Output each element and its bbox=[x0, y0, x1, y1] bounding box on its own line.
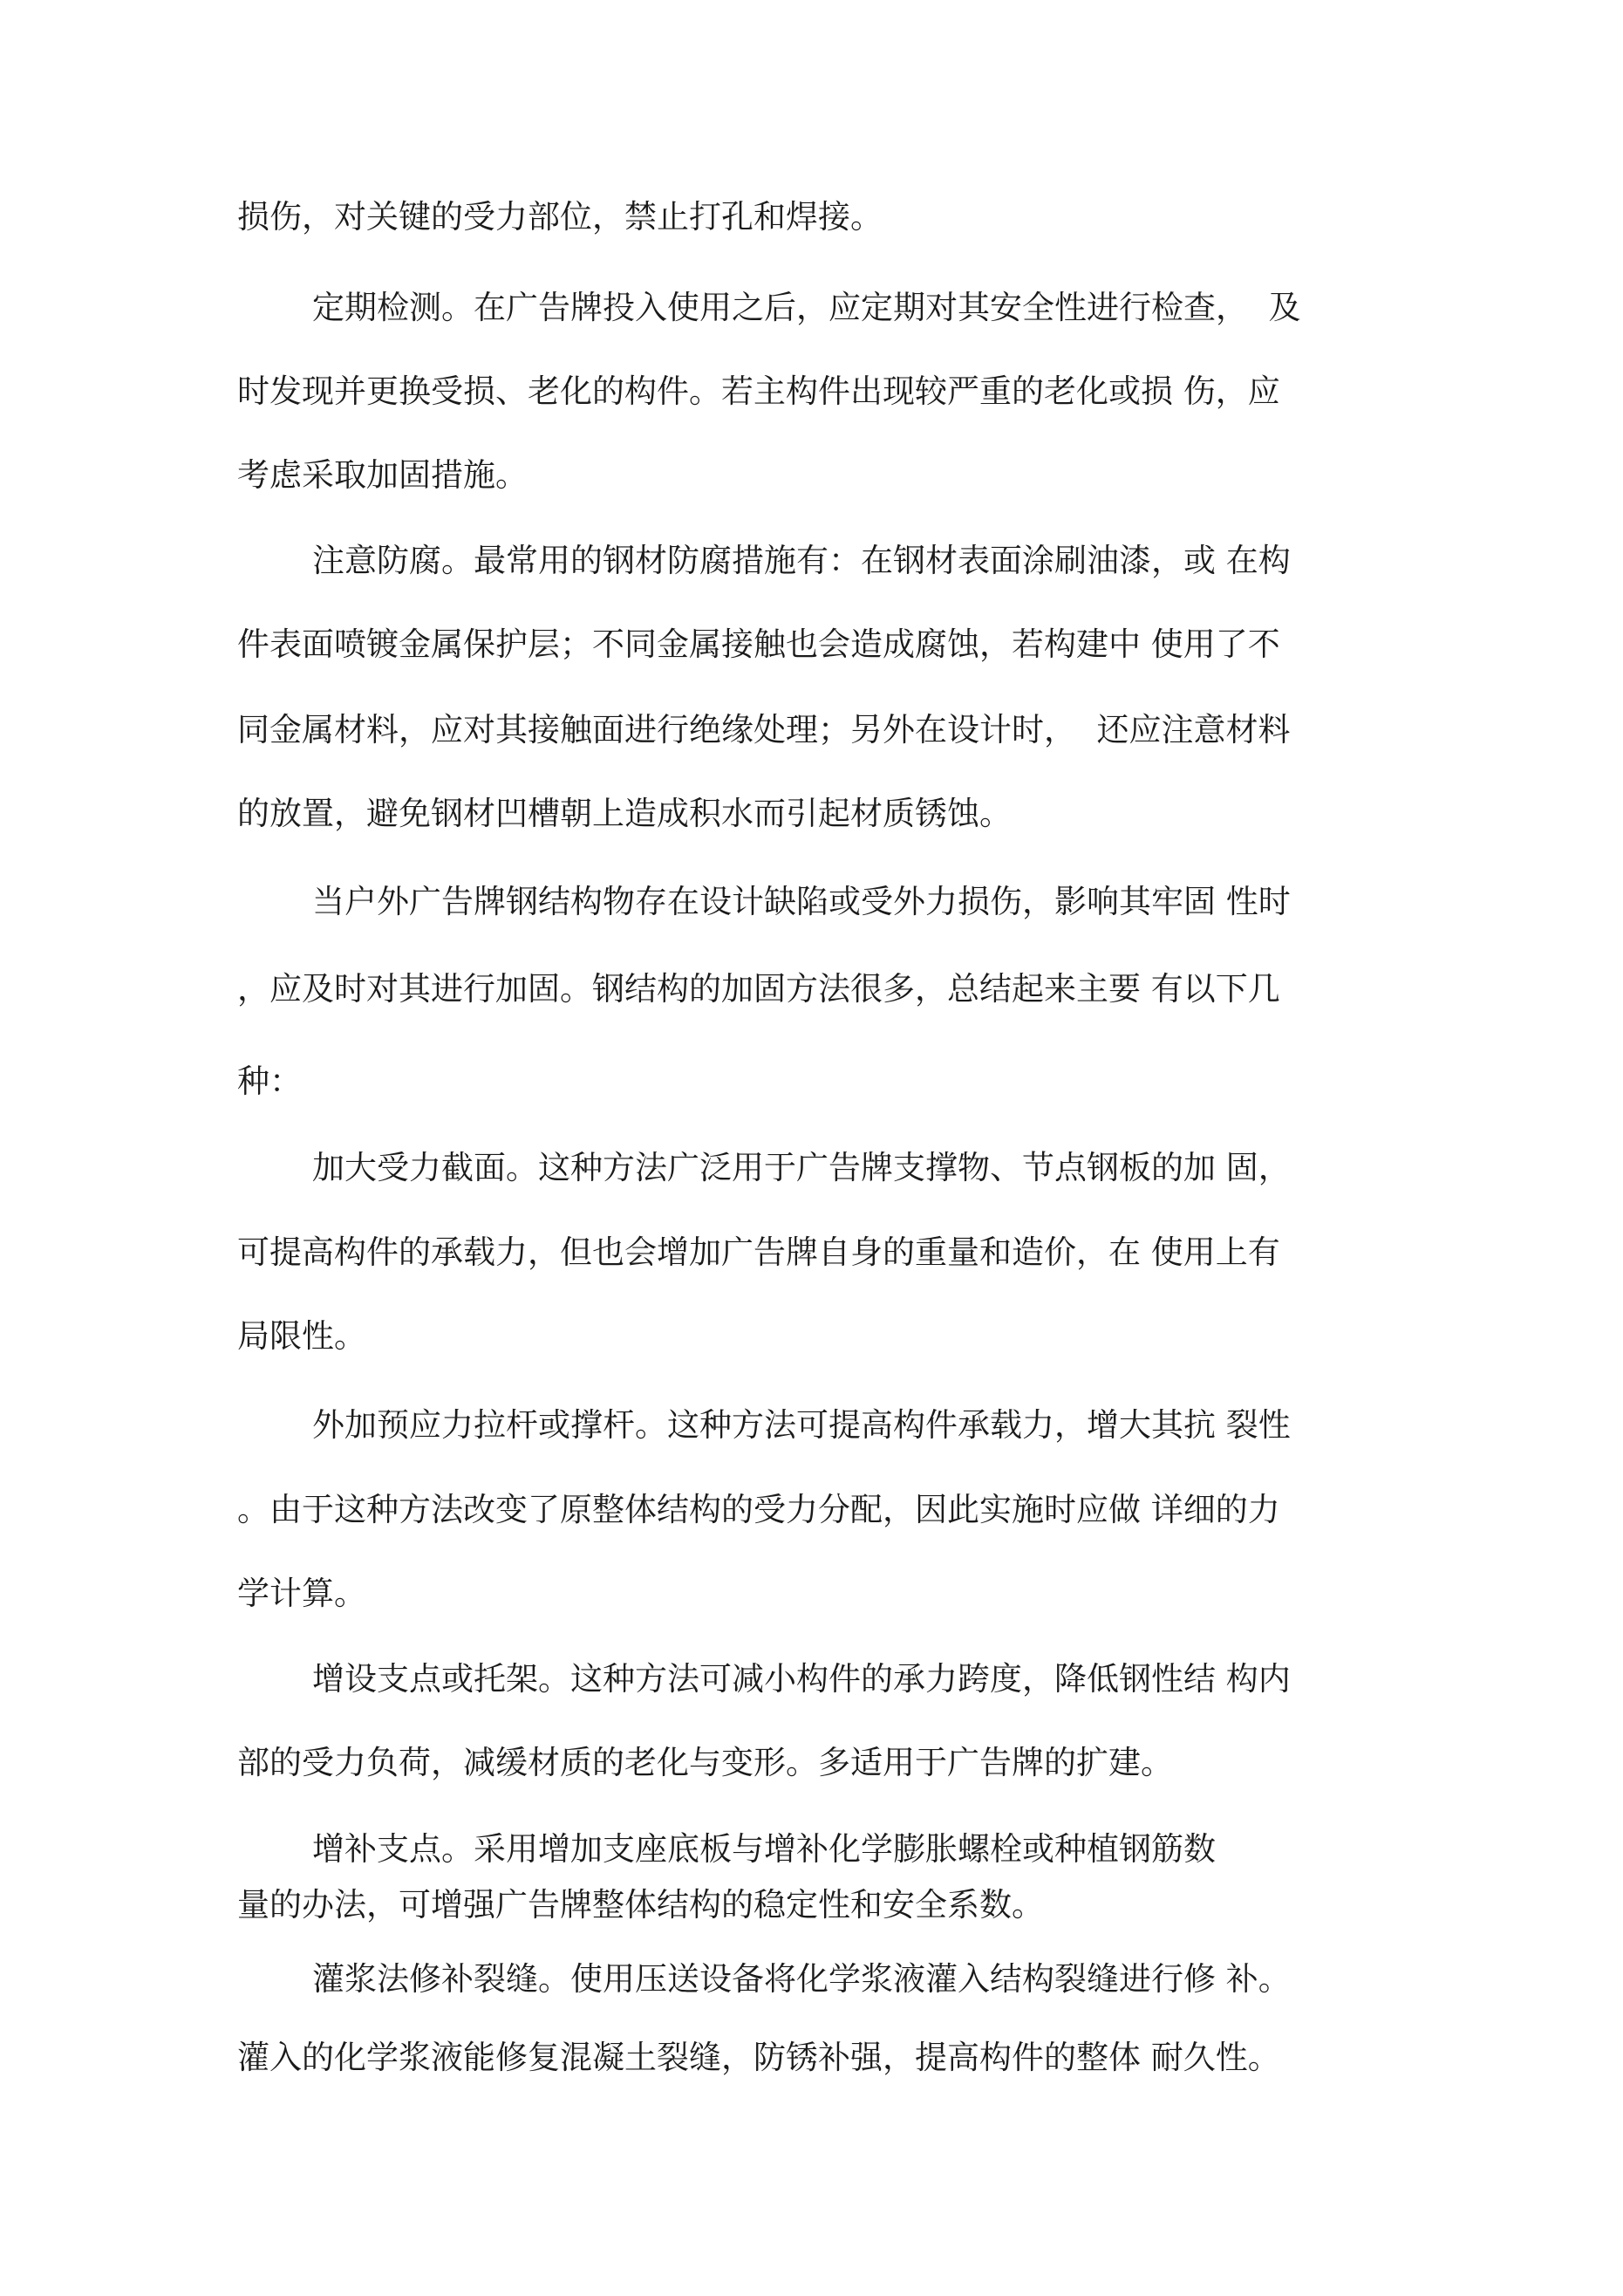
paragraph-line: 增设支点或托架。这种方法可减小构件的承力跨度，降低钢性结 构内 bbox=[312, 1660, 1291, 1698]
paragraph-line: 学计算。 bbox=[237, 1575, 366, 1612]
paragraph-line: 当户外广告牌钢结构物存在设计缺陷或受外力损伤，影响其牢固 性时 bbox=[312, 883, 1291, 920]
paragraph-line: 加大受力截面。这种方法广泛用于广告牌支撑物、节点钢板的加 固， bbox=[312, 1149, 1291, 1186]
paragraph-line: 。由于这种方法改变了原整体结构的受力分配，因此实施时应做 详细的力 bbox=[237, 1491, 1280, 1528]
paragraph-line: 种： bbox=[237, 1063, 302, 1100]
paragraph-line: 灌入的化学浆液能修复混凝土裂缝，防锈补强，提高构件的整体 耐久性。 bbox=[237, 2039, 1280, 2076]
paragraph-line: 外加预应力拉杆或撑杆。这种方法可提高构件承载力，增大其抗 裂性 bbox=[312, 1406, 1291, 1444]
paragraph-line: 损伤，对关键的受力部位，禁止打孔和焊接。 bbox=[237, 198, 883, 236]
paragraph-line: 部的受力负荷，减缓材质的老化与变形。多适用于广告牌的扩建。 bbox=[237, 1744, 1173, 1781]
paragraph-line: 量的办法，可增强广告牌整体结构的稳定性和安全系数。 bbox=[237, 1886, 1044, 1924]
paragraph-line: 注意防腐。最常用的钢材防腐措施有：在钢材表面涂刷油漆，或 在构 bbox=[312, 542, 1291, 579]
paragraph-line: ，应及时对其进行加固。钢结构的加固方法很多，总结起来主要 有以下几 bbox=[237, 970, 1280, 1008]
paragraph-line: 可提高构件的承载力，但也会增加广告牌自身的重量和造价，在 使用上有 bbox=[237, 1233, 1280, 1271]
paragraph-line: 考虑采取加固措施。 bbox=[237, 456, 528, 494]
paragraph-line: 同金属材料，应对其接触面进行绝缘处理；另外在设计时， 还应注意材料 bbox=[237, 711, 1291, 748]
paragraph-line: 时发现并更换受损、老化的构件。若主构件出现较严重的老化或损 伤，应 bbox=[237, 372, 1280, 410]
paragraph-line: 件表面喷镀金属保护层；不同金属接触也会造成腐蚀，若构建中 使用了不 bbox=[237, 625, 1280, 663]
paragraph-line: 局限性。 bbox=[237, 1317, 366, 1355]
paragraph-line: 增补支点。采用增加支座底板与增补化学膨胀螺栓或种植钢筋数 bbox=[312, 1830, 1216, 1868]
paragraph-line: 灌浆法修补裂缝。使用压送设备将化学浆液灌入结构裂缝进行修 补。 bbox=[312, 1960, 1291, 1998]
paragraph-line: 的放置，避免钢材凹槽朝上造成积水而引起材质锈蚀。 bbox=[237, 795, 1012, 832]
paragraph-line: 定期检测。在广告牌投入使用之后，应定期对其安全性进行检查， 及 bbox=[312, 289, 1301, 326]
